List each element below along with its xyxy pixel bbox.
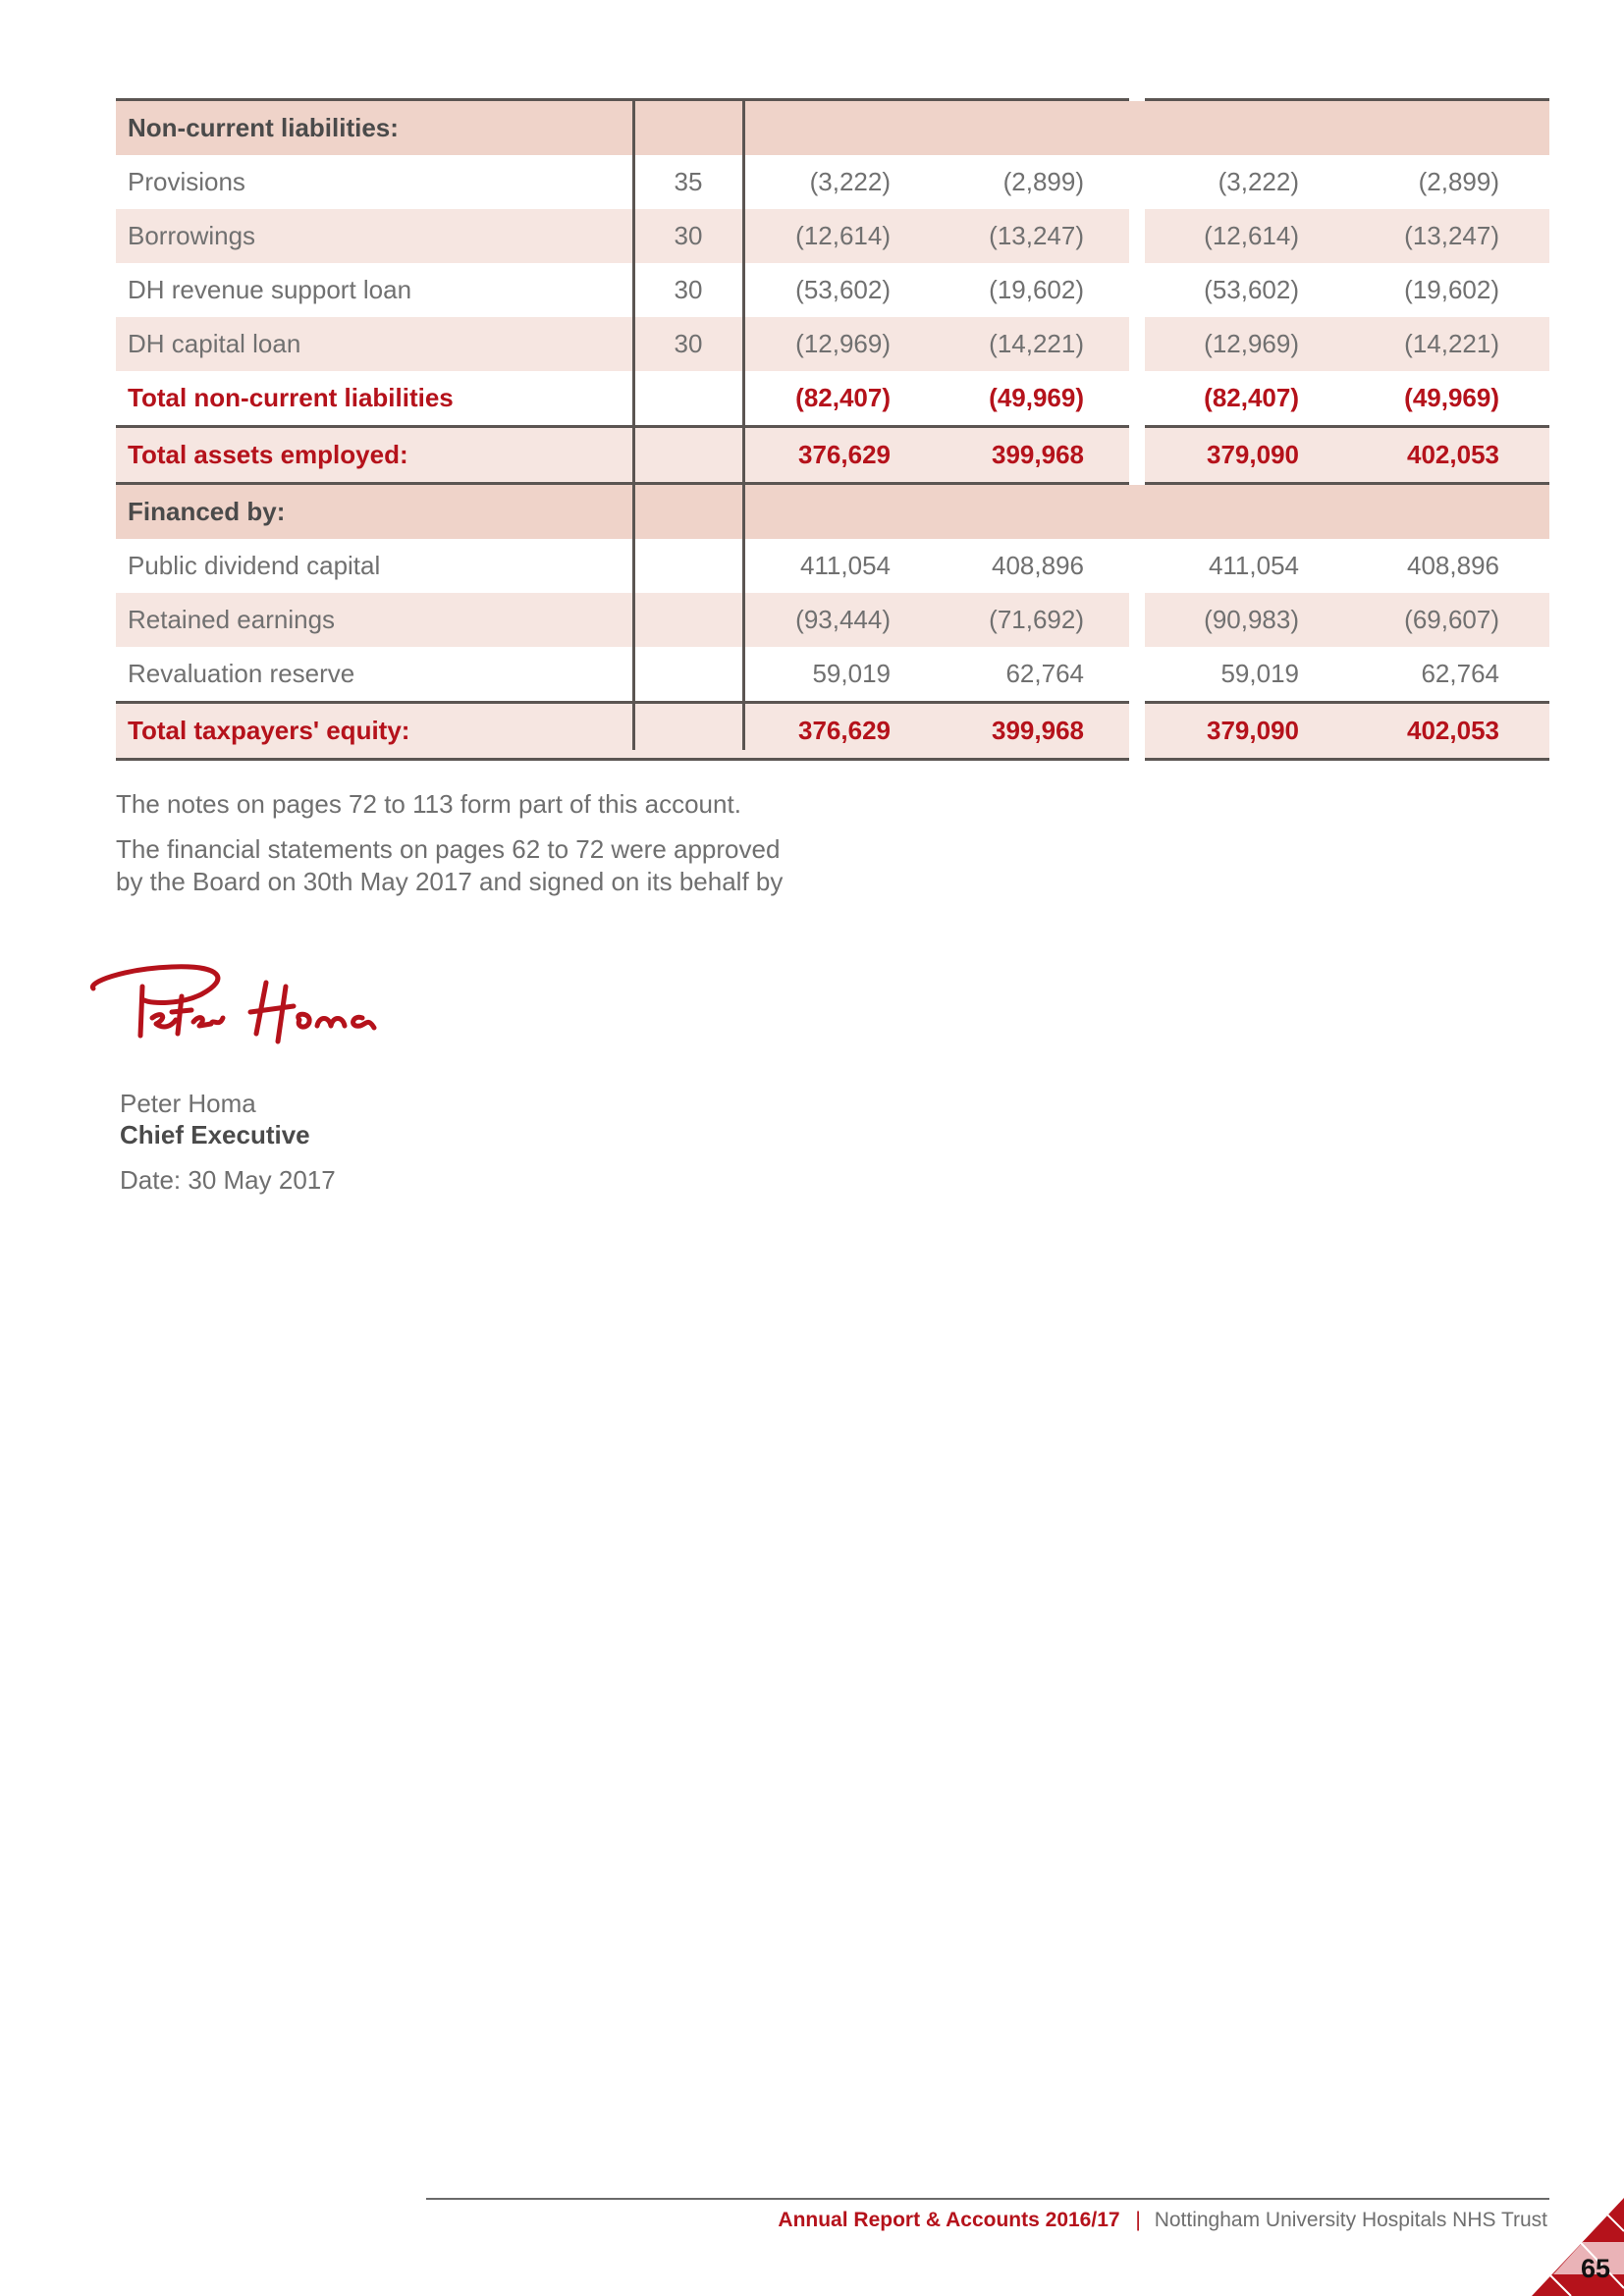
row-value: (14,221) [1404,329,1499,358]
total-row-non-current-liabilities [116,371,1549,425]
column-divider [632,98,635,750]
table-row [116,209,1549,263]
section-title: Financed by: [128,497,286,526]
approval-statement: The financial statements on pages 62 to 72 were approved by the Board on 30th May 2017 and signed on its behalf by [116,834,784,896]
row-value: 408,896 [1407,551,1499,580]
row-value: (69,607) [1404,605,1499,634]
section-title: Non-current liabilities: [128,113,399,142]
total-value: 402,053 [1407,716,1499,745]
table-row [116,317,1549,371]
row-value: (3,222) [809,167,891,196]
table-row [116,155,1549,209]
total-value: 402,053 [1407,440,1499,469]
total-value: 379,090 [1207,440,1299,469]
table-row [116,593,1549,647]
page-footer [778,2207,1547,2234]
row-label: DH capital loan [128,329,301,358]
total-label: Total assets employed: [128,440,408,469]
signer-block [120,1088,336,1196]
total-label: Total taxpayers' equity: [128,716,410,745]
table-bottom-rule [1145,758,1549,761]
total-value: (82,407) [795,383,891,412]
row-value: 408,896 [992,551,1084,580]
signature-date: Date: 30 May 2017 [120,1165,336,1195]
row-value: (2,899) [1002,167,1084,196]
row-value: 411,054 [1208,551,1299,580]
total-row-taxpayers-equity [116,704,1549,758]
row-value: (90,983) [1204,605,1299,634]
row-label: Borrowings [128,221,256,250]
row-value: (3,222) [1218,167,1299,196]
total-label: Total non-current liabilities [128,383,454,412]
row-value: (53,602) [1204,275,1299,304]
row-value: (53,602) [795,275,891,304]
row-value: (19,602) [989,275,1084,304]
row-label: Public dividend capital [128,551,381,580]
row-label: DH revenue support loan [128,275,412,304]
row-value: 62,764 [1005,659,1084,688]
row-value: 59,019 [812,659,891,688]
row-note: 30 [674,329,703,358]
table-row [116,647,1549,701]
column-divider [742,98,745,750]
total-value: (49,969) [1404,383,1499,412]
signature-image [83,957,398,1065]
row-label: Retained earnings [128,605,336,634]
row-value: (2,899) [1418,167,1499,196]
total-value: (49,969) [989,383,1084,412]
table-row [116,539,1549,593]
footer-rule [426,2198,1549,2200]
row-value: (19,602) [1404,275,1499,304]
page-number: 65 [1580,2254,1610,2283]
row-value: (12,614) [1204,221,1299,250]
row-value: (71,692) [989,605,1084,634]
notes-text [116,788,803,911]
signer-title: Chief Executive [120,1120,310,1149]
signer-name: Peter Homa [120,1089,256,1118]
footer-separator: | [1135,2209,1141,2231]
total-value: 376,629 [798,440,891,469]
row-value: 411,054 [799,551,891,580]
row-value: 62,764 [1421,659,1499,688]
table-row [116,263,1549,317]
table-bottom-rule [116,758,1129,761]
row-value: (12,614) [795,221,891,250]
row-note: 30 [674,221,703,250]
row-value: 59,019 [1220,659,1299,688]
row-label: Provisions [128,167,245,196]
total-value: (82,407) [1204,383,1299,412]
notes-line: The notes on pages 72 to 113 form part of this account. [116,789,741,819]
total-value: 379,090 [1207,716,1299,745]
organisation-name: Nottingham University Hospitals NHS Trust [1154,2209,1547,2231]
row-value: (13,247) [989,221,1084,250]
row-value: (12,969) [1204,329,1299,358]
balance-sheet-table [116,98,1549,761]
row-label: Revaluation reserve [128,659,355,688]
total-value: 399,968 [992,716,1084,745]
row-value: (13,247) [1404,221,1499,250]
section-header-financed-by [116,485,1549,539]
row-value: (12,969) [795,329,891,358]
row-note: 35 [674,167,703,196]
row-value: (93,444) [795,605,891,634]
section-header-non-current-liabilities [116,101,1549,155]
total-value: 376,629 [798,716,891,745]
report-title: Annual Report & Accounts 2016/17 [778,2209,1120,2231]
total-row-assets-employed [116,428,1549,482]
row-value: (14,221) [989,329,1084,358]
total-value: 399,968 [992,440,1084,469]
row-note: 30 [674,275,703,304]
